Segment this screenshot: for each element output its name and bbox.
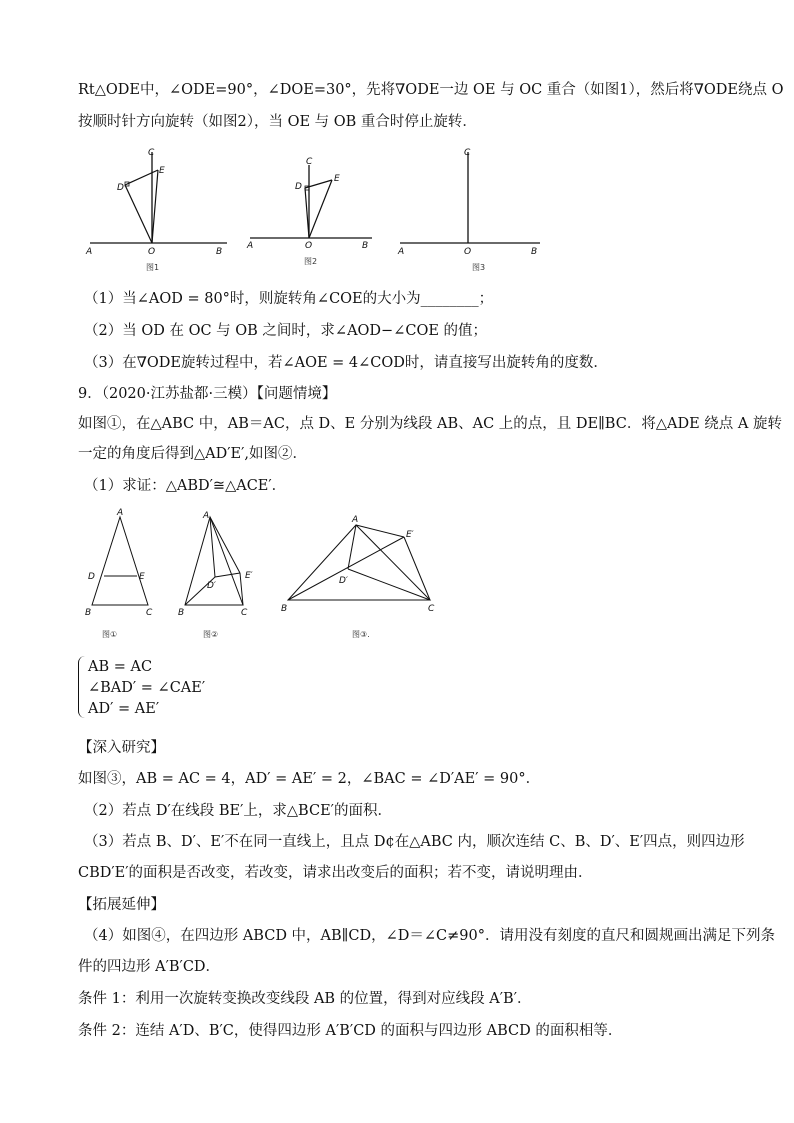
label-d: D — [295, 182, 302, 192]
condition-line-1: 条件 1：利用一次旋转变换改变线段 AB 的位置，得到对应线段 A′B′． — [78, 991, 532, 1007]
label-a: A — [352, 515, 359, 525]
label-a: A — [117, 508, 124, 518]
label-d: D — [117, 183, 124, 193]
triangle-figure-2 — [175, 505, 270, 645]
line-ae — [210, 517, 240, 573]
intro-line-1: Rt△ODE中，∠ODE=90°，∠DOE=30°，先将∇ODE一边 OE 与 OC 重合（如图1），然后将∇ODE绕点 O — [78, 82, 784, 98]
label-e: E′ — [406, 530, 414, 540]
line-dc — [348, 569, 430, 600]
condition-2: ∠BAD′ = ∠CAE′ — [88, 680, 206, 696]
triangle-figure-3 — [278, 505, 443, 645]
line-oe — [152, 170, 158, 243]
label-a: A — [86, 247, 93, 257]
line-od — [125, 185, 152, 243]
label-b: B — [281, 604, 288, 614]
question-4-line-1: （4）如图④，在四边形 ABCD 中，AB∥CD，∠D＝∠C≠90°．请用没有刻度的直尺和圆规画出满足下列条 — [84, 928, 775, 944]
label-b: B — [216, 247, 223, 257]
question-3: （3）在∇ODE旋转过程中，若∠AOE = 4∠COD时，请直接写出旋转角的度数． — [84, 355, 608, 371]
caption: 图② — [203, 630, 219, 639]
caption: 图3 — [472, 263, 486, 272]
problem-9-question-1: （1）求证：△ABD′≅△ACE′． — [84, 478, 287, 494]
line-ec — [404, 537, 430, 600]
question-3b-line-1: （3）若点 B、D′、E′不在同一直线上，且点 D¢在△ABC 内，顺次连结 C、B、D′、E′四点，则四边形 — [84, 834, 745, 850]
label-b: B — [178, 608, 185, 618]
figure-1 — [82, 140, 242, 275]
label-e: E — [139, 572, 145, 582]
label-c: C — [464, 148, 471, 158]
triangle-figure-1 — [80, 505, 165, 645]
problem-9-text-2: 一定的角度后得到△AD′E′,如图②． — [78, 446, 308, 462]
figure-3 — [392, 140, 552, 275]
line-oe — [309, 180, 332, 238]
label-b: B — [531, 247, 538, 257]
deep-study-statement: 如图③，AB = AC = 4，AD′ = AE′ = 2，∠BAC = ∠D′AE′ = 90°． — [78, 771, 541, 787]
label-d: D′ — [339, 576, 348, 586]
equation-brace — [78, 656, 85, 718]
label-o: O — [305, 241, 313, 251]
caption: 图③. — [352, 630, 370, 639]
section-deep-study: 【深入研究】 — [78, 740, 165, 756]
label-o: O — [464, 247, 472, 257]
caption: 图1 — [146, 263, 160, 272]
line-ad — [210, 517, 215, 577]
label-c: C — [148, 148, 155, 158]
question-3b-line-2: CBD′E′的面积是否改变，若改变，请求出改变后的面积；若不变，请说明理由． — [78, 865, 593, 881]
section-extension: 【拓展延伸】 — [78, 897, 165, 913]
figure-2 — [242, 140, 382, 275]
label-c: C — [428, 604, 435, 614]
condition-3: AD′ = AE′ — [88, 701, 160, 717]
line-de — [125, 170, 158, 185]
question-2b: （2）若点 D′在线段 BE′上，求△BCE′的面积． — [84, 803, 392, 819]
label-c: C — [146, 608, 153, 618]
label-c: C — [241, 608, 248, 618]
condition-1: AB = AC — [88, 659, 153, 675]
question-1: （1）当∠AOD = 80°时，则旋转角∠COE的大小为________； — [84, 291, 494, 307]
label-b: B — [85, 608, 92, 618]
question-4-line-2: 件的四边形 A′B′CD． — [78, 959, 221, 975]
label-a: A — [203, 511, 210, 521]
triangle-abc — [92, 517, 148, 605]
label-e: E′ — [245, 571, 253, 581]
condition-line-2: 条件 2：连结 A′D、B′C，使得四边形 A′B′CD 的面积与四边形 ABCD 的面积相等． — [78, 1023, 623, 1039]
label-b: B — [362, 241, 369, 251]
line-ae — [356, 525, 404, 537]
caption: 图① — [102, 630, 118, 639]
line-de — [215, 573, 240, 577]
label-e: E — [334, 174, 340, 184]
label-c: C — [306, 157, 313, 167]
question-2: （2）当 OD 在 OC 与 OB 之间时，求∠AOD−∠COE 的值； — [84, 323, 488, 339]
intro-line-2: 按顺时针方向旋转（如图2），当 OE 与 OB 重合时停止旋转． — [78, 114, 477, 130]
label-e: E — [159, 166, 165, 176]
line-ad — [348, 525, 356, 569]
problem-9-heading: 9．（2020·江苏盐都·三模）【问题情境】 — [78, 386, 337, 402]
problem-9-text-1: 如图①，在△ABC 中，AB＝AC，点 D、E 分别为线段 AB、AC 上的点，且 DE∥BC．将△ADE 绕点 A 旋转 — [78, 416, 782, 432]
label-a: A — [247, 241, 254, 251]
label-d: D′ — [207, 581, 216, 591]
label-d: D — [88, 572, 95, 582]
label-a: A — [398, 247, 405, 257]
line-be — [288, 537, 404, 600]
caption: 图2 — [304, 257, 318, 266]
label-o: O — [148, 247, 156, 257]
